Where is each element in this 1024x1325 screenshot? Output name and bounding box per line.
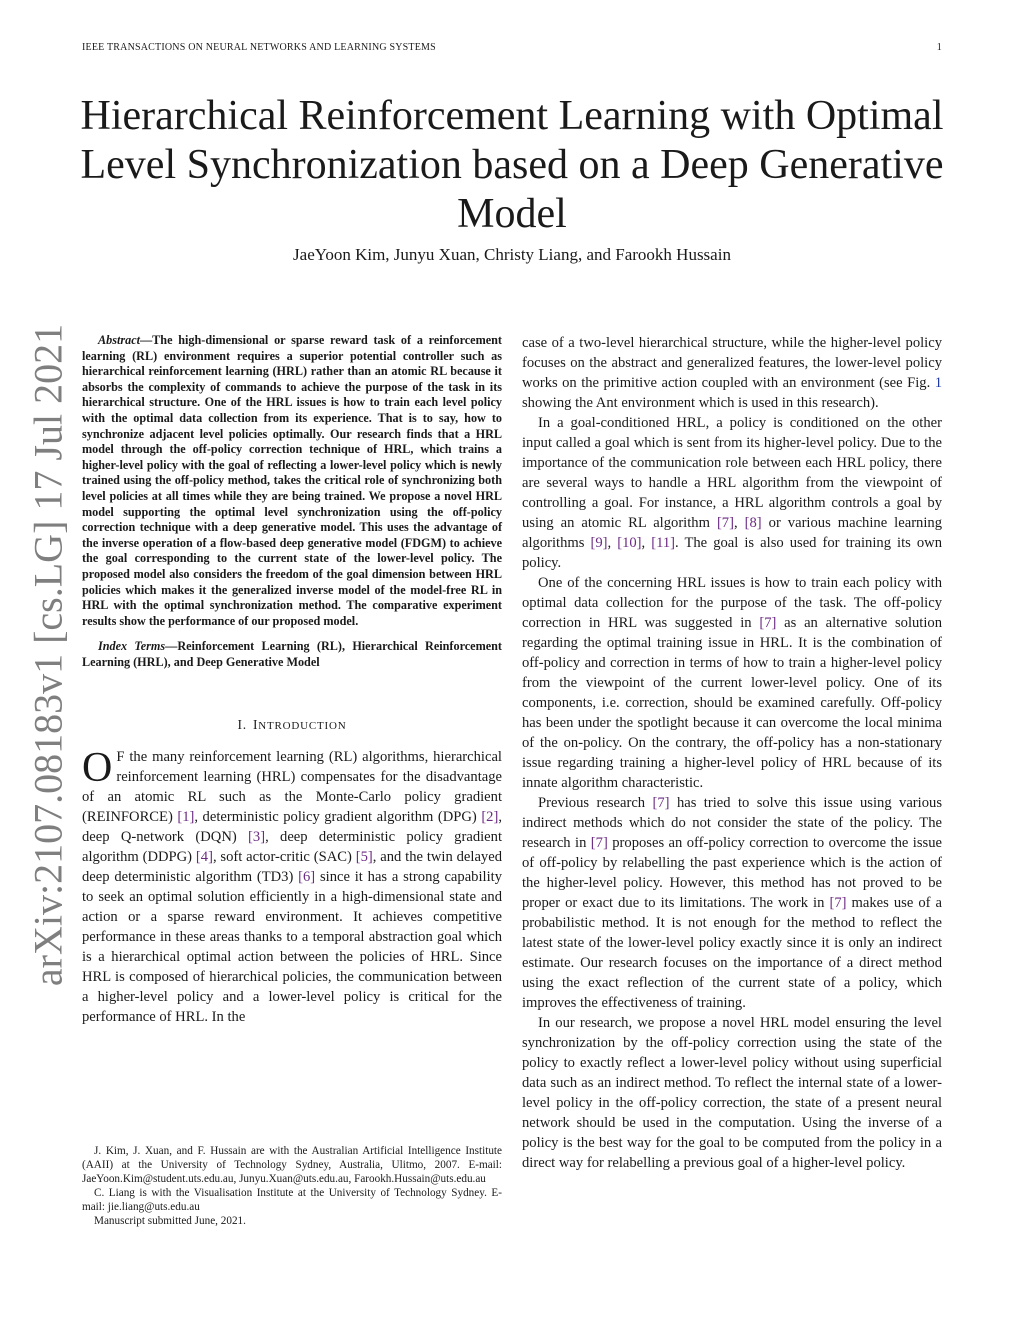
section-title-rest: NTRODUCTION xyxy=(258,720,347,733)
citation-link[interactable]: [1] xyxy=(177,809,195,826)
intro-paragraph-continued xyxy=(522,333,942,413)
text-span: , deterministic policy gradient algorithm (DPG) xyxy=(194,809,482,826)
citation-link[interactable]: [6] xyxy=(298,869,316,886)
running-header xyxy=(82,42,942,56)
intro-paragraph-proposal: In our research, we propose a novel HRL model ensuring the level synchronization by the off-policy correction using the state of the policy to exactly reflect a lower-level policy without using superficial data such as an indirect method. To reflect the internal state of a lower-level policy in the off-policy correction, the state of a present neural network should be used in the computation. Using the inverse of a policy is the best way for the goal to be computed from the policy in a direct way for relabelling a previous goal of a higher-level policy. xyxy=(522,1015,942,1171)
footnotes xyxy=(82,1144,502,1228)
abstract-text: The high-dimensional or sparse reward task of a reinforcement learning (RL) environment requires a superior potential controller such as hierarchical reinforcement learning (HRL) rather than an atomic RL because it absorbs the complexity of commands to achieve the purpose of the task in its hierarchical structure. One of the HRL issues is how to train each level policy with the optimal data collection from its experience. That is to say, how to synchronize adjacent level policies optimally. Our research finds that a HRL model through the off-policy correction technique of HRL, which trains a higher-level policy with the goal of reflecting a lower-level policy which is newly trained using the off-policy method, takes the critical role of synchronizing both level policies at all times while they are being trained. We propose a novel HRL model supporting the optimal level synchronization using the off-policy correction technique with a deep generative model. This uses the advantage of the inverse operation of a flow-based deep generative model (FDGM) to achieve the goal corresponding to the current state of the lower-level policy. The proposed model also considers the freedom of the goal dimension between HRL policies which makes it the generalized inverse model of the model-free RL in HRL with the optimal synchronization method. The comparative experiment results show the performance of our proposed model. xyxy=(82,333,502,628)
intro-paragraph-previous-research xyxy=(522,793,942,1013)
text-span: or various machine learning algorithms xyxy=(522,515,942,551)
text-span: since it has a strong capability to seek an optimal solution efficiently in a high-dimensional state and action or a sparse reward environment. It achieves competitive performance in these areas thanks to a temporal abstraction goal which is a hierarchical optimal action between the policies of HRL. Since HRL is composed of hierarchical policies, the communication between a higher-level policy and a lower-level policy is critical for the performance of HRL. In the xyxy=(82,869,502,1026)
text-span: , deep deterministic policy gradient algorithm (DDPG) xyxy=(82,829,502,866)
citation-link[interactable]: [7] xyxy=(590,835,608,851)
abstract: Abstract—The high-dimensional or sparse reward task of a reinforcement learning (RL) environment requires a superior potential controller such as hierarchical reinforcement learning (HRL) rather than an atomic RL because it absorbs the complexity of commands to achieve the purpose of the task in its hierarchical structure. One of the HRL issues is how to train each level policy with the optimal data collection from its experience. That is to say, how to synchronize adjacent level policies optimally. Our research finds that a HRL model through the off-policy correction technique of HRL, which trains a higher-level policy with the goal of reflecting a lower-level policy which is newly trained using the off-policy method, takes the critical role of synchronizing both level policies at all times while they are being trained. We propose a novel HRL model supporting the optimal level synchronization using the off-policy correction technique with a deep generative model. This uses the advantage of the inverse operation of a flow-based deep generative model (FDGM) to achieve the goal corresponding to the current state of the lower-level policy. The proposed model also considers the freedom of the goal dimension between HRL policies which makes it the generalized inverse model of the model-free RL in HRL with the optimal synchronization method. The comparative experiment results show the performance of our proposed model. xyxy=(82,333,502,628)
text-span: F the many reinforcement learning (RL) algorithms, hierarchical reinforcement learning (HRL) compensates for the disadvantage of an atomic RL such as the Monte-Carlo policy gradient (REINFORCE) xyxy=(82,749,502,826)
intro-paragraph-goal-conditioned xyxy=(522,413,942,573)
section-title-initial: I xyxy=(252,717,259,733)
index-terms: Index Terms—Reinforcement Learning (RL), Hierarchical Reinforcement Learning (HRL), and Deep Generative Model xyxy=(82,639,502,669)
section-number: I. xyxy=(237,717,247,733)
text-span: One of the concerning HRL issues is how to train each policy with optimal data collection for the purpose of the task. The off-policy correction in HRL was suggested in xyxy=(522,575,942,631)
right-column xyxy=(522,333,942,1173)
text-span: , xyxy=(733,515,745,531)
citation-link[interactable]: [11] xyxy=(651,535,676,551)
section-heading-introduction xyxy=(82,717,502,733)
figure-link[interactable]: 1 xyxy=(934,375,942,391)
footnote-submission: Manuscript submitted June, 2021. xyxy=(94,1215,246,1227)
index-terms-text: Reinforcement Learning (RL), Hierarchical Reinforcement Learning (HRL), and Deep Generative Model xyxy=(82,639,502,669)
text-span: , deep Q-network (DQN) xyxy=(82,809,502,846)
citation-link[interactable]: [9] xyxy=(590,535,608,551)
text-span: Previous research xyxy=(538,795,653,811)
journal-name: IEEE TRANSACTIONS ON NEURAL NETWORKS AND LEARNING SYSTEMS xyxy=(82,42,436,53)
text-span: , and the twin delayed deep deterministic algorithm (TD3) xyxy=(82,849,502,886)
index-terms-label: Index Terms xyxy=(98,639,166,654)
footnote-affiliation-1: J. Kim, J. Xuan, and F. Hussain are with the Australian Artificial Intelligence Institute (AAII) at the University of Technology Sydney, Australia, Ulitmo, 2007. E-mail: JaeYoon.Kim@student.uts.edu.au, Junyu.Xuan@uts.edu.au, Farookh.Hussain@uts.edu.au xyxy=(82,1145,502,1185)
citation-link[interactable]: [7] xyxy=(829,895,847,911)
text-span: . The goal is also used for training its own policy. xyxy=(522,535,943,571)
text-span: showing the Ant environment which is used in this research). xyxy=(522,395,879,411)
drop-cap: O xyxy=(82,745,113,792)
citation-link[interactable]: [2] xyxy=(481,809,499,826)
text-span: makes use of a probabilistic method. It is not enough for the method to reflect the latest state of the lower-level policy exactly since it is only an indirect estimate. Our research focuses on the importance of a direct method using the exact reflection of the current state of a policy, which improves the effectiveness of training. xyxy=(522,895,942,1011)
text-span: , xyxy=(607,535,618,551)
citation-link[interactable]: [5] xyxy=(355,849,373,866)
footnote-affiliation-2: C. Liang is with the Visualisation Institute at the University of Technology Sydney. E-mail: jie.liang@uts.edu.au xyxy=(82,1187,502,1213)
abstract-label: Abstract xyxy=(98,333,140,347)
citation-link[interactable]: [7] xyxy=(759,615,777,631)
citation-link[interactable]: [8] xyxy=(744,515,762,531)
citation-link[interactable]: [4] xyxy=(195,849,213,866)
citation-link[interactable]: [7] xyxy=(652,795,670,811)
text-span: , xyxy=(641,535,652,551)
arxiv-identifier: arXiv:2107.08183v1 [cs.LG] 17 Jul 2021 xyxy=(25,323,71,987)
paper-title: Hierarchical Reinforcement Learning with Optimal Level Synchronization based on a Deep Generative Model xyxy=(80,93,944,237)
citation-link[interactable]: [7] xyxy=(716,515,734,531)
author-list: JaeYoon Kim, Junyu Xuan, Christy Liang, and Farookh Hussain xyxy=(293,245,731,264)
page-number: 1 xyxy=(936,42,942,53)
citation-link[interactable]: [10] xyxy=(617,535,642,551)
citation-link[interactable]: [3] xyxy=(248,829,266,846)
text-span: has tried to solve this issue using various indirect methods which do not consider the state of the policy. The research in xyxy=(522,795,942,851)
text-span: as an alternative solution regarding the optimal training issue in HRL. It is the combination of off-policy and correction in terms of how to train a higher-level policy from the viewpoint of the current lower-level policy. One of its components, i.e. correction, should be examined carefully. Off-policy has been under the spotlight because it can overcome the local minima of the on-policy. On the contrary, the off-policy has a non-stationary issue regarding training a higher-level policy of HRL because of its innate algorithm characteristic. xyxy=(522,615,942,791)
intro-paragraph-1 xyxy=(82,747,502,1027)
left-column xyxy=(82,333,502,1027)
text-span: proposes an off-policy correction to overcome the issue of off-policy by relabelling the past experience which is the action of the higher-level policy. However, this method has not proved to be proper or exact due to its limitations. The work in xyxy=(522,835,942,911)
intro-paragraph-issues xyxy=(522,573,942,793)
text-span: case of a two-level hierarchical structure, while the higher-level policy focuses on the abstract and generalized features, the lower-level policy works on the primitive action coupled with an environment (see Fig. xyxy=(522,335,942,391)
text-span: In a goal-conditioned HRL, a policy is conditioned on the other input called a goal which is sent from its higher-level policy. Due to the importance of the communication role between each HRL policy, there are several ways to handle a HRL algorithm from the viewpoint of controlling a goal. For instance, a HRL algorithm controls a goal by using an atomic RL algorithm xyxy=(522,415,942,531)
text-span: , soft actor-critic (SAC) xyxy=(212,849,356,866)
